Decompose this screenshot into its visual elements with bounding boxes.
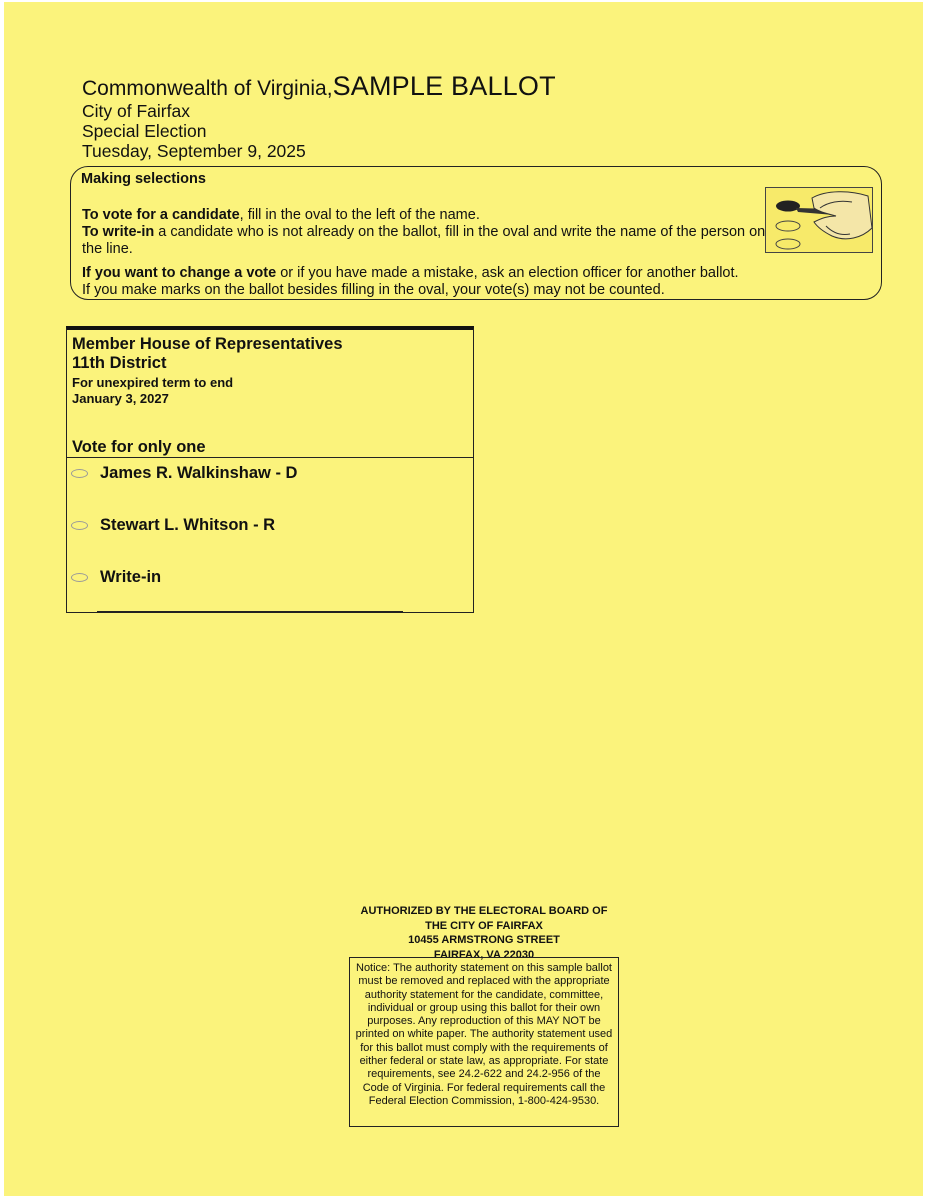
authority-line-1: AUTHORIZED BY THE ELECTORAL BOARD OF <box>360 905 608 917</box>
office-title: Member House of Representatives <box>72 335 343 353</box>
election-type-text: Special Election <box>82 121 207 141</box>
ballot-page <box>4 2 923 1196</box>
instruction-change-vote-text: or if you have made a mistake, ask an election officer for another ballot. <box>276 265 739 281</box>
candidate-name: James R. Walkinshaw - D <box>100 464 298 482</box>
term-line-1: For unexpired term to end <box>72 375 234 390</box>
notice-box: Notice: The authority statement on this sample ballot must be removed and replaced with the appropriate authority statement for the candidate, committee, individual or group using this ballot for their own purposes. Any reproduction of this MAY NOT be printed on white paper. The authority statement used for this ballot must comply with the requirements of either federal or state law, as appropriate. For state requirements, see 24.2-622 and 24.2-956 of the Code of Virginia. For federal requirements call the Federal Election Commission, 1-800-424-9530. <box>349 957 619 1127</box>
instruction-vote-candidate-bold: To vote for a candidate <box>82 207 240 223</box>
candidate-name: Stewart L. Whitson - R <box>100 516 276 534</box>
ballot-header <box>82 71 556 161</box>
header-title <box>82 71 556 101</box>
candidate-oval[interactable] <box>71 573 88 582</box>
authority-line-4: FAIRFAX, VA 22030 <box>433 948 535 961</box>
candidate-name: Write-in <box>100 568 162 586</box>
instruction-marks-warning: If you make marks on the ballot besides filling in the oval, your vote(s) may not be counted. <box>82 282 665 298</box>
authority-line-2: THE CITY OF FAIRFAX <box>425 919 543 932</box>
candidate-oval[interactable] <box>71 521 88 530</box>
instructions-box <box>70 166 882 300</box>
instructions-title: Making selections <box>81 171 206 187</box>
instruction-vote-candidate <box>82 207 772 224</box>
contest-box <box>66 326 474 613</box>
write-in-line[interactable] <box>97 611 403 612</box>
instruction-write-in-text: a candidate who is not already on the ballot, fill in the oval and write the name of the person on the line. <box>82 224 766 257</box>
authority-statement <box>334 904 634 962</box>
term-line-2: January 3, 2027 <box>72 391 169 406</box>
sample-ballot-text: SAMPLE BALLOT <box>332 71 556 101</box>
authority-line-3: 10455 ARMSTRONG STREET <box>408 934 560 946</box>
instruction-write-in <box>82 224 772 258</box>
candidate-oval[interactable] <box>71 469 88 478</box>
vote-for-instruction: Vote for only one <box>72 438 206 456</box>
locality-text: City of Fairfax <box>82 101 190 121</box>
commonwealth-text: Commonwealth of Virginia, <box>82 77 333 100</box>
contest-divider <box>67 457 473 458</box>
district-title: 11th District <box>72 354 167 372</box>
election-date-text: Tuesday, September 9, 2025 <box>82 141 306 161</box>
instruction-change-vote-bold: If you want to change a vote <box>82 265 277 281</box>
hand-filling-oval-icon <box>765 187 873 253</box>
instruction-vote-candidate-text: , fill in the oval to the left of the name. <box>239 207 480 223</box>
instruction-change-vote <box>82 265 842 282</box>
instruction-write-in-bold: To write-in <box>82 224 155 240</box>
